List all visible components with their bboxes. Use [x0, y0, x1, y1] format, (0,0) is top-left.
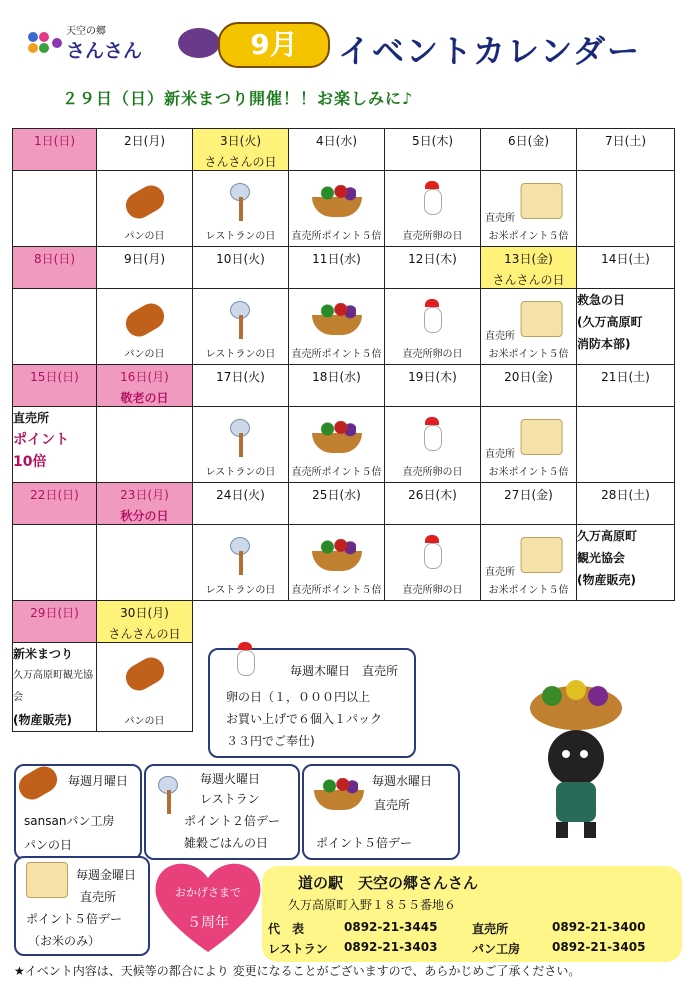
rice-bag-icon [520, 537, 562, 573]
day-cell [97, 289, 193, 365]
day-header [193, 365, 289, 407]
cell-note: 消防本部) [577, 337, 631, 351]
day-label: 17日(火) [216, 370, 265, 384]
heart-icon [150, 856, 266, 956]
cell-caption-top: 直売所 [485, 213, 515, 224]
day-header [481, 129, 577, 171]
day-header [97, 129, 193, 171]
cell-caption: レストランの日 [205, 349, 276, 360]
hen-icon [423, 417, 443, 451]
cell-note: 久万高原町観光協会 [13, 670, 93, 703]
day-header [289, 129, 385, 171]
cell-caption: お米ポイント５倍 [488, 349, 569, 360]
day-event-label: さんさんの日 [204, 155, 277, 169]
phone-label: 直売所 [472, 922, 509, 936]
day-label: 8日(日) [34, 252, 75, 266]
bread-icon [121, 653, 169, 696]
cell-caption: 直売所卵の日 [402, 467, 463, 478]
box-line: 毎週木曜日 直売所 [290, 664, 399, 678]
box-line: 直売所 [374, 798, 411, 812]
day-label: 28日(土) [601, 488, 650, 502]
day-header [13, 483, 97, 525]
thursday-box [208, 648, 416, 758]
cell-caption: 直売所卵の日 [402, 231, 463, 242]
day-header [481, 365, 577, 407]
day-cell [193, 289, 289, 365]
cell-caption: 直売所ポイント５倍 [291, 231, 382, 242]
week-body-row [13, 171, 675, 247]
ladle-icon [236, 183, 246, 219]
day-header [289, 247, 385, 289]
day-cell [577, 171, 675, 247]
day-label: 21日(土) [601, 370, 650, 384]
phone-label: 代 表 [268, 922, 305, 936]
vegetable-basket-icon [314, 776, 364, 810]
cell-caption: レストランの日 [205, 585, 276, 596]
month-badge: 9月 [218, 22, 330, 68]
day-cell [97, 171, 193, 247]
bread-icon [121, 181, 169, 224]
day-cell [289, 407, 385, 483]
day-cell [289, 525, 385, 601]
day-cell [97, 643, 193, 732]
contact-box [262, 866, 682, 962]
cell-note: ポイント [13, 432, 69, 448]
ladle-icon [236, 537, 246, 573]
day-cell [97, 407, 193, 483]
day-label: 4日(水) [316, 134, 357, 148]
day-cell [13, 643, 97, 732]
box-line: お買い上げで６個入１パック [226, 712, 383, 726]
day-label: 2日(月) [124, 134, 165, 148]
cell-note: (物産販売) [13, 713, 72, 727]
day-event-label: さんさんの日 [108, 627, 181, 641]
cell-caption-top: 直売所 [485, 567, 515, 578]
station-address: 久万高原町入野１８５５番地６ [288, 898, 457, 912]
mascot-illustration [516, 676, 636, 846]
day-header [577, 365, 675, 407]
day-event-label: 秋分の日 [120, 509, 169, 523]
day-label: 9日(月) [124, 252, 165, 266]
phone-number: 0892-21-3445 [344, 920, 438, 934]
day-label: 22日(日) [30, 488, 79, 502]
box-line: 直売所 [80, 890, 117, 904]
box-line: パンの日 [24, 838, 73, 852]
cell-note: 新米まつり [13, 647, 74, 661]
day-label: 29日(日) [30, 606, 79, 620]
day-label: 11日(水) [312, 252, 361, 266]
week-body-row [13, 525, 675, 601]
day-cell [289, 289, 385, 365]
hen-icon [423, 299, 443, 333]
logo-name: さんさん [66, 40, 143, 62]
box-line: 毎週水曜日 [372, 774, 433, 788]
box-line: 雑穀ごはんの日 [184, 836, 269, 850]
day-label: 15日(日) [30, 370, 79, 384]
page-title: イベントカレンダー [338, 32, 641, 70]
event-calendar [12, 128, 675, 732]
day-cell [13, 171, 97, 247]
cell-caption: 直売所卵の日 [402, 585, 463, 596]
day-cell [385, 407, 481, 483]
day-cell [481, 407, 577, 483]
box-line: sansanパン工房 [24, 814, 115, 828]
day-header [289, 483, 385, 525]
cell-caption: パンの日 [124, 231, 165, 242]
box-line: レストラン [200, 792, 260, 806]
week-body-row [13, 289, 675, 365]
logo-mark [28, 32, 68, 54]
day-header [385, 365, 481, 407]
phone-label: レストラン [268, 942, 328, 956]
anniversary-text: おかげさまで [175, 886, 241, 899]
cell-caption: お米ポイント５倍 [488, 467, 569, 478]
box-line: 毎週月曜日 [68, 774, 129, 788]
phone-number: 0892-21-3403 [344, 940, 438, 954]
week-header-row [13, 601, 675, 643]
day-header [97, 365, 193, 407]
hen-icon [423, 535, 443, 569]
day-label: 25日(水) [312, 488, 361, 502]
ladle-icon [236, 301, 246, 337]
phone-label: パン工房 [472, 942, 521, 956]
day-label: 16日(月) [120, 370, 169, 384]
day-header [13, 247, 97, 289]
day-header [13, 601, 97, 643]
phone-number: 0892-21-3400 [552, 920, 646, 934]
box-line: ポイント５倍デー [26, 912, 123, 926]
day-header [193, 129, 289, 171]
day-label: 26日(木) [408, 488, 457, 502]
day-header [289, 365, 385, 407]
wednesday-box [302, 764, 460, 860]
rice-bag-icon [520, 301, 562, 337]
monday-box [14, 764, 142, 860]
friday-box [14, 856, 150, 956]
day-label: 23日(月) [120, 488, 169, 502]
cell-note: 10倍 [13, 454, 47, 470]
cell-caption: お米ポイント５倍 [488, 585, 569, 596]
day-header [13, 365, 97, 407]
vegetable-basket-icon [312, 537, 362, 571]
tuesday-box [144, 764, 300, 860]
hen-icon [423, 181, 443, 215]
day-cell [193, 407, 289, 483]
day-header [577, 247, 675, 289]
day-label: 30日(月) [120, 606, 169, 620]
day-cell [577, 525, 675, 601]
cell-note: (物産販売) [577, 573, 636, 587]
day-cell [385, 525, 481, 601]
day-cell [193, 171, 289, 247]
cell-caption: レストランの日 [205, 467, 276, 478]
day-header [385, 129, 481, 171]
bread-icon [14, 762, 62, 805]
cell-note: 久万高原町 [577, 529, 638, 543]
day-cell [577, 289, 675, 365]
cell-caption-top: 直売所 [485, 449, 515, 460]
day-cell [289, 171, 385, 247]
day-label: 18日(水) [312, 370, 361, 384]
hen-icon [236, 642, 256, 676]
day-label: 1日(日) [34, 134, 75, 148]
day-cell [13, 289, 97, 365]
cell-caption: 直売所ポイント５倍 [291, 467, 382, 478]
day-label: 27日(金) [504, 488, 553, 502]
cell-caption: パンの日 [124, 349, 165, 360]
day-label: 12日(木) [408, 252, 457, 266]
day-event-label: 敬老の日 [120, 391, 169, 405]
logo-tagline: 天空の郷 [66, 26, 106, 37]
disclaimer: ★イベント内容は、天候等の都合により 変更になることがございますので、あらかじめご了承ください。 [14, 964, 581, 978]
day-cell [481, 289, 577, 365]
box-line: ３３円でご奉仕) [226, 734, 315, 748]
day-label: 19日(木) [408, 370, 457, 384]
vegetable-basket-icon [312, 301, 362, 335]
day-label: 20日(金) [504, 370, 553, 384]
box-line: ポイント５倍デー [316, 836, 413, 850]
anniversary-heart [150, 856, 266, 956]
day-event-label: さんさんの日 [492, 273, 565, 287]
cell-note: 救急の日 [577, 293, 626, 307]
cell-note: 観光協会 [577, 551, 626, 565]
day-cell [577, 407, 675, 483]
vegetable-basket-icon [312, 419, 362, 453]
vegetable-basket-icon [312, 183, 362, 217]
event-headline: ２９日（日）新米まつり開催！！お楽しみに♪ [62, 89, 414, 108]
day-label: 10日(火) [216, 252, 265, 266]
day-cell [481, 525, 577, 601]
day-cell [481, 171, 577, 247]
week-header-row [13, 483, 675, 525]
day-header [385, 483, 481, 525]
bean-icon [178, 28, 220, 58]
week-header-row [13, 365, 675, 407]
day-cell [385, 289, 481, 365]
day-label: 14日(土) [601, 252, 650, 266]
rice-bag-icon [520, 183, 562, 219]
day-header [97, 601, 193, 643]
day-label: 7日(土) [605, 134, 646, 148]
week-header-row [13, 129, 675, 171]
day-header [193, 247, 289, 289]
ladle-icon [164, 776, 174, 812]
week-body-row [13, 407, 675, 483]
box-line: 毎週金曜日 [76, 868, 137, 882]
day-header [97, 483, 193, 525]
day-header [481, 247, 577, 289]
day-cell [13, 525, 97, 601]
rice-bag-icon [520, 419, 562, 455]
day-label: 6日(金) [508, 134, 549, 148]
day-cell [97, 525, 193, 601]
box-line: ポイント２倍デー [184, 814, 281, 828]
cell-caption: レストランの日 [205, 231, 276, 242]
day-label: 3日(火) [220, 134, 261, 148]
box-line: （お米のみ） [28, 934, 101, 948]
rice-bag-icon [26, 862, 68, 898]
day-cell [385, 171, 481, 247]
day-header [13, 129, 97, 171]
anniversary-years: ５周年 [187, 915, 229, 931]
cell-caption: 直売所ポイント５倍 [291, 585, 382, 596]
box-line: 卵の日（１，０００円以上 [226, 690, 371, 704]
cell-caption: パンの日 [124, 716, 165, 727]
phone-number: 0892-21-3405 [552, 940, 646, 954]
week-header-row [13, 247, 675, 289]
day-header [577, 483, 675, 525]
day-cell [193, 525, 289, 601]
day-header [481, 483, 577, 525]
cell-caption-top: 直売所 [485, 331, 515, 342]
day-header [385, 247, 481, 289]
day-header [97, 247, 193, 289]
box-line: 毎週火曜日 [200, 772, 261, 786]
cell-caption: 直売所卵の日 [402, 349, 463, 360]
cell-caption: 直売所ポイント５倍 [291, 349, 382, 360]
day-label: 24日(火) [216, 488, 265, 502]
ladle-icon [236, 419, 246, 455]
day-label: 13日(金) [504, 252, 553, 266]
cell-caption: お米ポイント５倍 [488, 231, 569, 242]
station-name: 道の駅 天空の郷さんさん [298, 874, 479, 892]
cell-note: (久万高原町 [577, 315, 643, 329]
day-cell [13, 407, 97, 483]
bread-icon [121, 299, 169, 342]
cell-note: 直売所 [13, 411, 50, 425]
day-header [577, 129, 675, 171]
day-header [193, 483, 289, 525]
day-label: 5日(木) [412, 134, 453, 148]
